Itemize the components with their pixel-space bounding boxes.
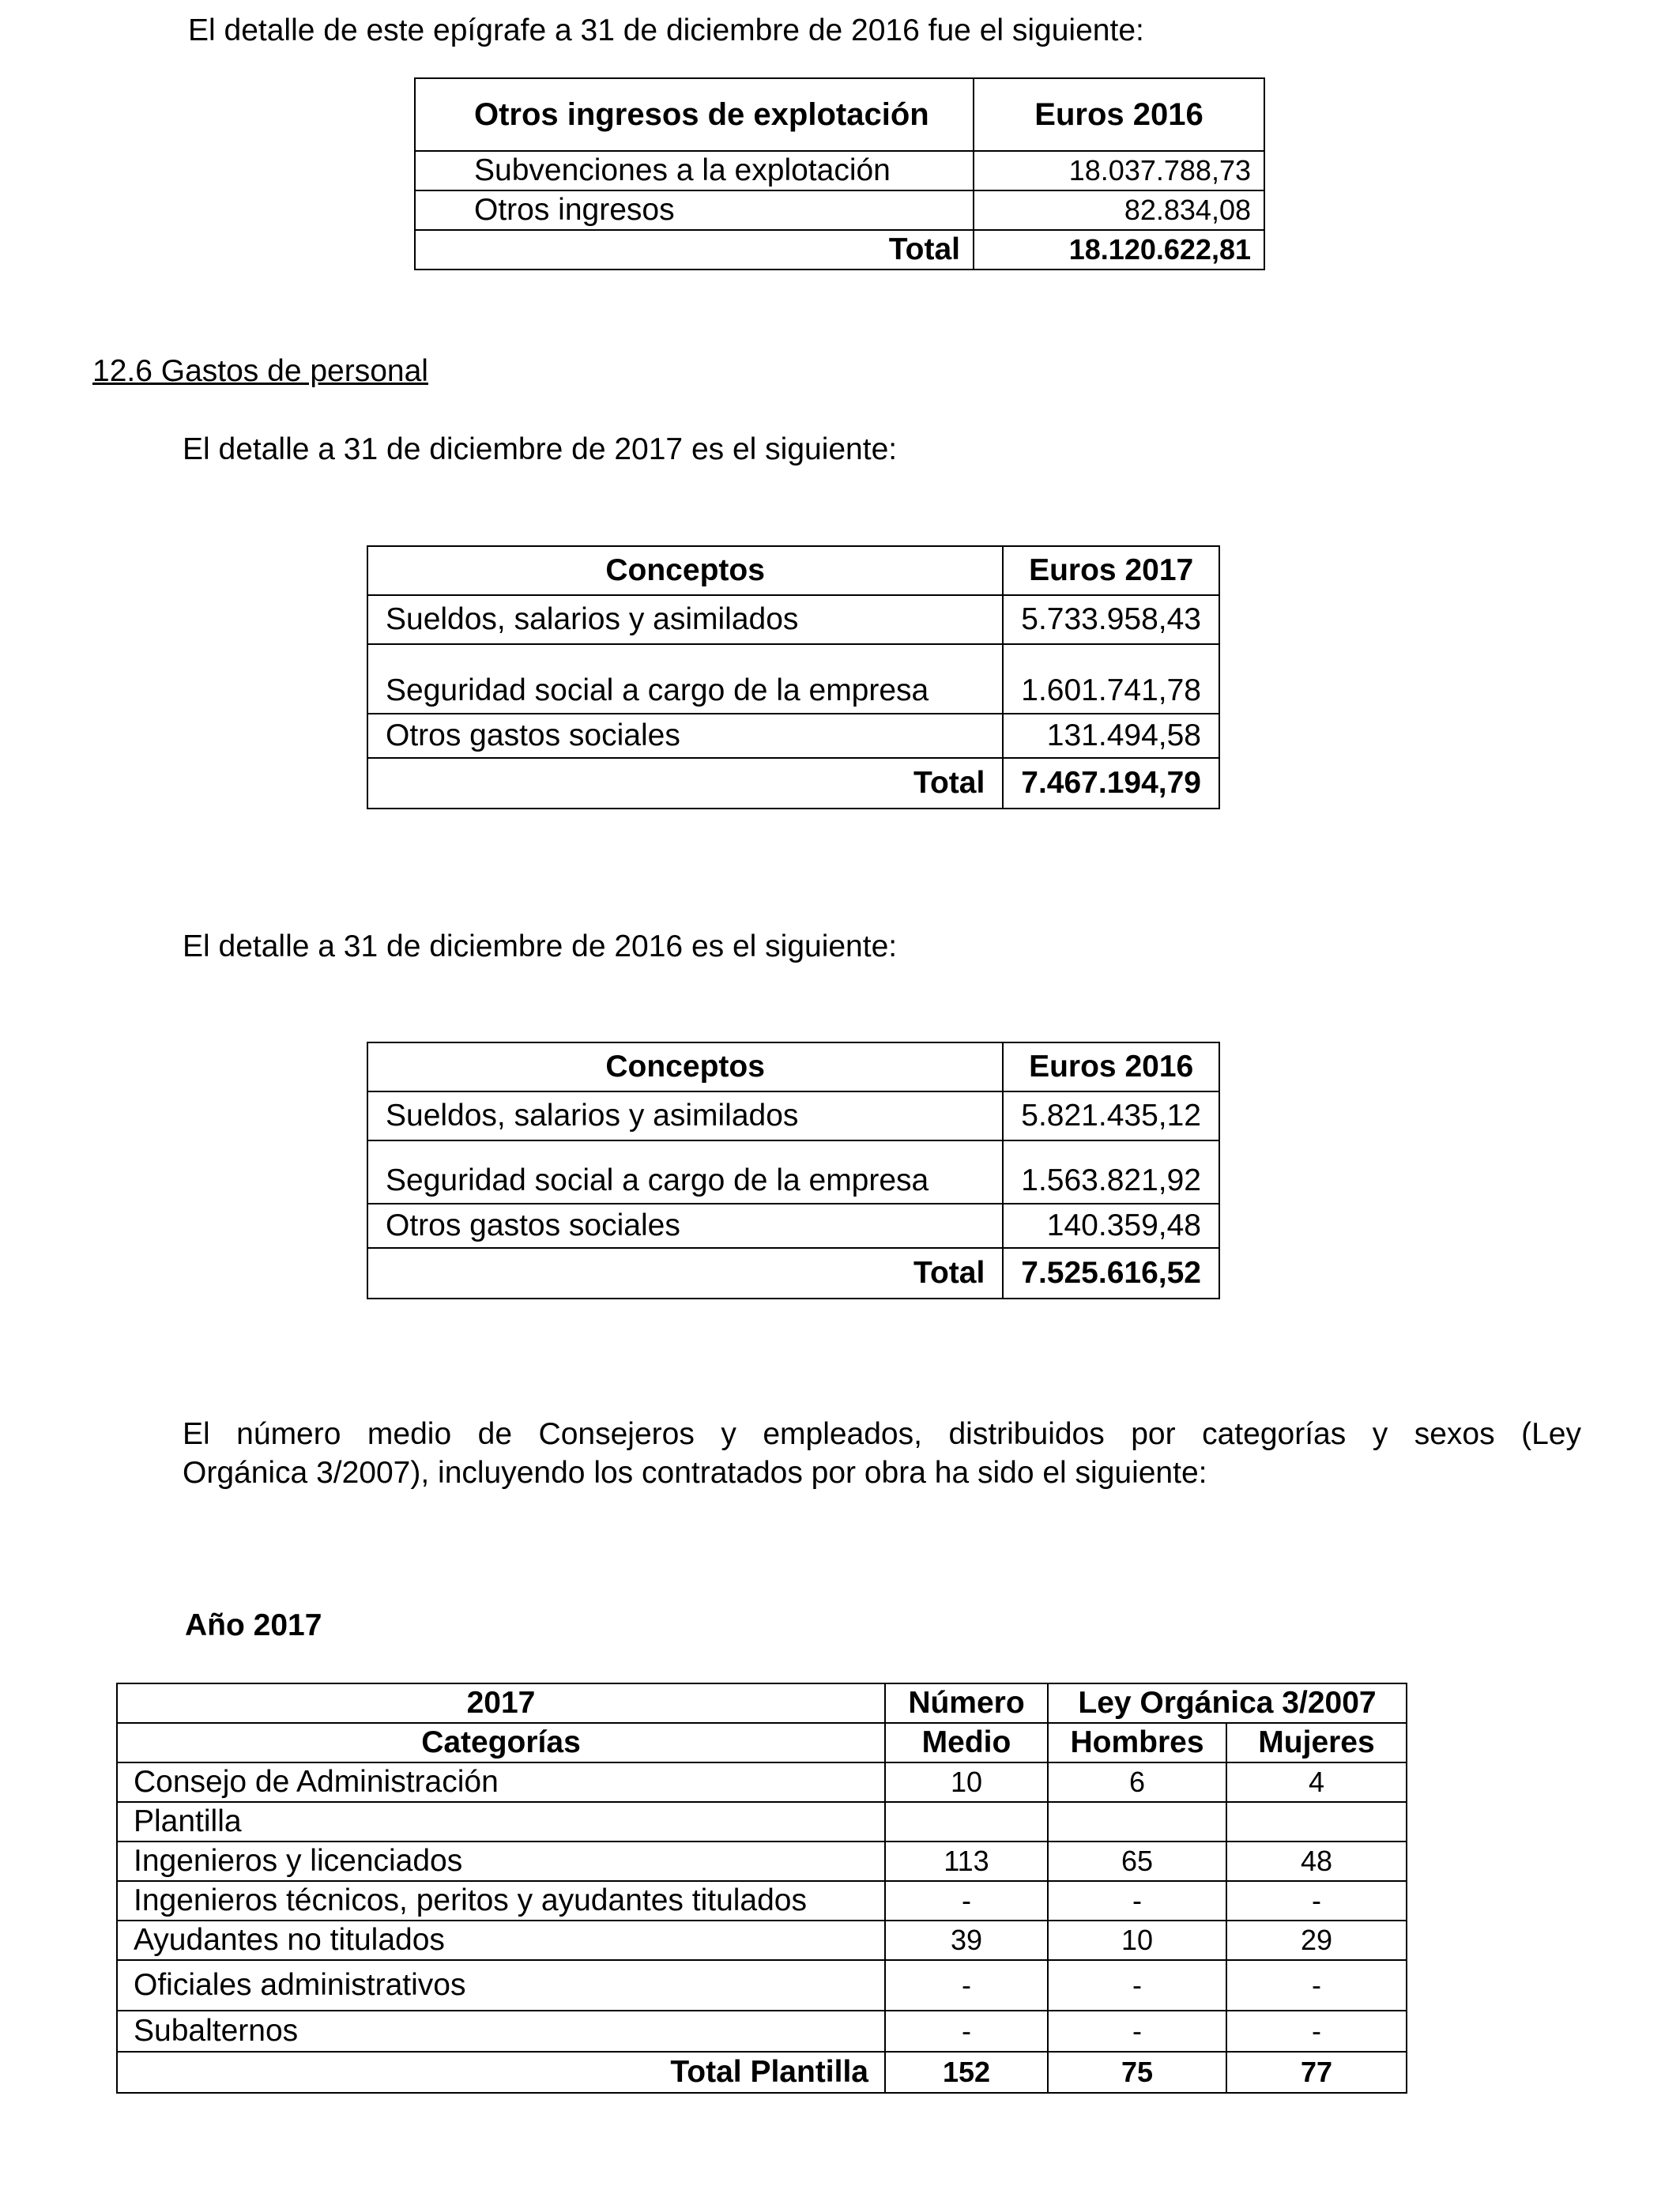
staff-header-hombres: Hombres bbox=[1048, 1723, 1226, 1762]
personnel-2017-header-euros: Euros 2017 bbox=[1003, 546, 1219, 595]
staff-header-year: 2017 bbox=[117, 1683, 885, 1723]
table-cell: - bbox=[885, 2011, 1048, 2052]
staff-total-hombres: 75 bbox=[1048, 2052, 1226, 2093]
table-cell: Otros ingresos bbox=[415, 190, 974, 230]
table-cell: - bbox=[1226, 2011, 1407, 2052]
staff-header-categories: Categorías bbox=[117, 1723, 885, 1762]
table-cell bbox=[1048, 1802, 1226, 1842]
table-cell: 6 bbox=[1048, 1762, 1226, 1802]
year-heading: Año 2017 bbox=[185, 1608, 322, 1642]
table-cell bbox=[885, 1802, 1048, 1842]
table-cell: 4 bbox=[1226, 1762, 1407, 1802]
table-cell: - bbox=[885, 1881, 1048, 1921]
table-cell bbox=[1226, 1802, 1407, 1842]
income-header-euros: Euros 2016 bbox=[974, 78, 1264, 151]
employees-paragraph-line: Orgánica 3/2007), incluyendo los contratados por obra ha sido el siguiente: bbox=[183, 1456, 1207, 1490]
table-cell: 131.494,58 bbox=[1003, 714, 1219, 758]
table-cell: 10 bbox=[885, 1762, 1048, 1802]
staff-total-label: Total Plantilla bbox=[117, 2052, 885, 2093]
table-cell: Consejo de Administración bbox=[117, 1762, 885, 1802]
table-cell: Seguridad social a cargo de la empresa bbox=[367, 1140, 1003, 1204]
staff-header-ley: Ley Orgánica 3/2007 bbox=[1048, 1683, 1407, 1723]
intro-2016: El detalle a 31 de diciembre de 2016 es el siguiente: bbox=[183, 929, 898, 963]
personnel-2016-total-label: Total bbox=[367, 1248, 1003, 1299]
table-cell: 82.834,08 bbox=[974, 190, 1264, 230]
employees-paragraph bbox=[183, 1415, 1581, 1492]
personnel-2016-total-value: 7.525.616,52 bbox=[1003, 1248, 1219, 1299]
personnel-2017-header-concepts: Conceptos bbox=[367, 546, 1003, 595]
table-cell: 65 bbox=[1048, 1842, 1226, 1881]
table-cell: Ayudantes no titulados bbox=[117, 1921, 885, 1960]
table-cell: 140.359,48 bbox=[1003, 1204, 1219, 1248]
income-total-label: Total bbox=[415, 230, 974, 270]
table-cell: 29 bbox=[1226, 1921, 1407, 1960]
income-header-concept: Otros ingresos de explotación bbox=[415, 78, 974, 151]
table-cell: Sueldos, salarios y asimilados bbox=[367, 1091, 1003, 1140]
table-cell: 5.733.958,43 bbox=[1003, 595, 1219, 644]
section-heading: 12.6 Gastos de personal bbox=[92, 354, 428, 388]
employees-paragraph-line: El número medio de Consejeros y empleados, distribuidos por categorías y sexos (Ley bbox=[183, 1417, 1581, 1451]
table-cell: Subvenciones a la explotación bbox=[415, 151, 974, 190]
table-cell: Otros gastos sociales bbox=[367, 714, 1003, 758]
table-cell: 39 bbox=[885, 1921, 1048, 1960]
table-cell: - bbox=[1048, 1881, 1226, 1921]
table-cell: - bbox=[1226, 1881, 1407, 1921]
table-cell: 48 bbox=[1226, 1842, 1407, 1881]
table-cell: 18.037.788,73 bbox=[974, 151, 1264, 190]
personnel-2016-table bbox=[367, 1042, 1220, 1299]
table-cell: 113 bbox=[885, 1842, 1048, 1881]
table-cell: Seguridad social a cargo de la empresa bbox=[367, 644, 1003, 714]
income-total-value: 18.120.622,81 bbox=[974, 230, 1264, 270]
intro-2017: El detalle a 31 de diciembre de 2017 es el siguiente: bbox=[183, 432, 898, 466]
table-cell: 1.601.741,78 bbox=[1003, 644, 1219, 714]
income-table bbox=[414, 77, 1265, 270]
personnel-2016-header-concepts: Conceptos bbox=[367, 1042, 1003, 1091]
table-cell: - bbox=[1048, 1960, 1226, 2011]
table-cell: Ingenieros y licenciados bbox=[117, 1842, 885, 1881]
table-cell: Subalternos bbox=[117, 2011, 885, 2052]
table-cell: Sueldos, salarios y asimilados bbox=[367, 595, 1003, 644]
table-cell: Ingenieros técnicos, peritos y ayudantes titulados bbox=[117, 1881, 885, 1921]
staff-table bbox=[116, 1683, 1407, 2094]
table-cell: Oficiales administrativos bbox=[117, 1960, 885, 2011]
staff-total-mujeres: 77 bbox=[1226, 2052, 1407, 2093]
table-cell: Otros gastos sociales bbox=[367, 1204, 1003, 1248]
table-cell: 5.821.435,12 bbox=[1003, 1091, 1219, 1140]
table-cell: - bbox=[1226, 1960, 1407, 2011]
table-cell: - bbox=[1048, 2011, 1226, 2052]
intro-2016-income: El detalle de este epígrafe a 31 de diciembre de 2016 fue el siguiente: bbox=[188, 13, 1144, 47]
staff-total-medio: 152 bbox=[885, 2052, 1048, 2093]
staff-header-numero: Número bbox=[885, 1683, 1048, 1723]
personnel-2016-header-euros: Euros 2016 bbox=[1003, 1042, 1219, 1091]
personnel-2017-total-label: Total bbox=[367, 758, 1003, 809]
table-cell: 1.563.821,92 bbox=[1003, 1140, 1219, 1204]
personnel-2017-total-value: 7.467.194,79 bbox=[1003, 758, 1219, 809]
staff-header-medio: Medio bbox=[885, 1723, 1048, 1762]
personnel-2017-table bbox=[367, 545, 1220, 809]
staff-header-mujeres: Mujeres bbox=[1226, 1723, 1407, 1762]
table-cell: Plantilla bbox=[117, 1802, 885, 1842]
table-cell: 10 bbox=[1048, 1921, 1226, 1960]
table-cell: - bbox=[885, 1960, 1048, 2011]
